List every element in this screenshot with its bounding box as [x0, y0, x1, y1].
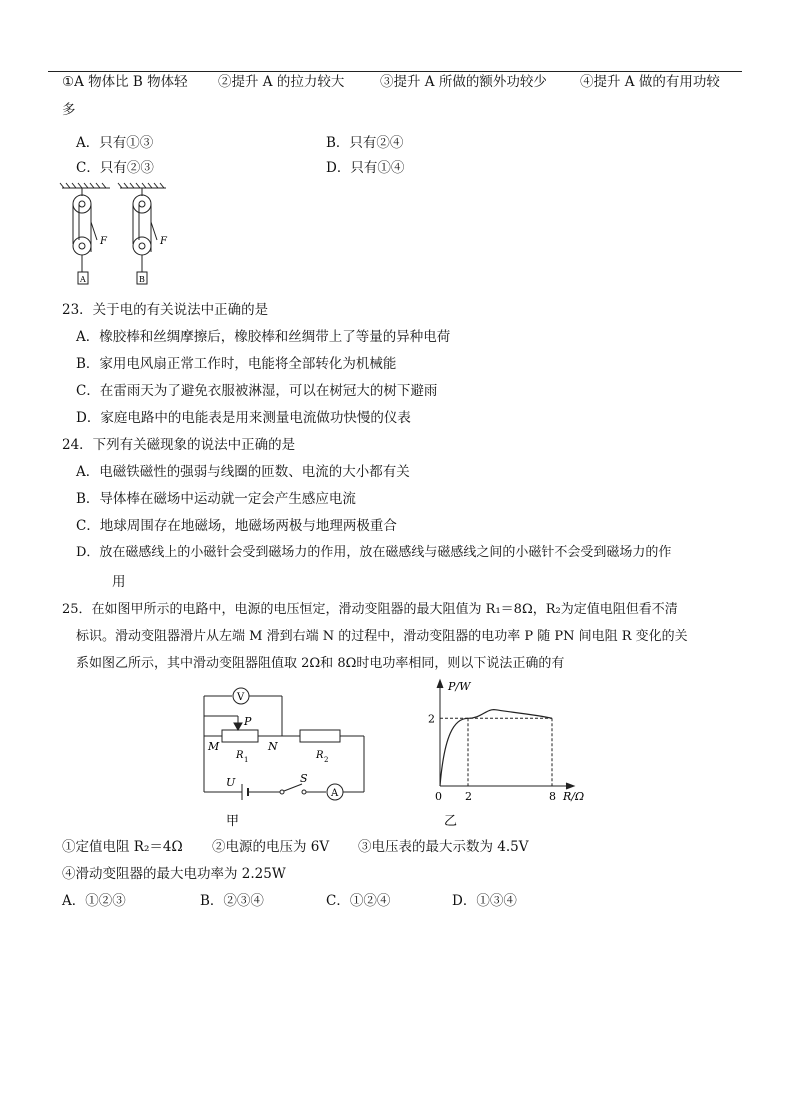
block-b-label: B — [139, 275, 145, 284]
force-label-1: F — [100, 236, 107, 247]
q24-option-c[interactable]: C．地球周围存在地磁场，地磁场两极与地理两极重合 — [76, 518, 397, 534]
pulley-figure — [58, 182, 188, 290]
q24-option-d-wrap: 用 — [112, 574, 126, 590]
q25-option-c[interactable]: C．①②④ — [326, 893, 391, 909]
force-label-2: F — [160, 236, 167, 247]
voltmeter-label: V — [237, 692, 245, 703]
x-tick-2: 2 — [465, 790, 472, 803]
terminal-m-label: M — [208, 740, 220, 753]
q22-statement-4: ④提升 A 做的有用功较 — [580, 74, 720, 90]
q22-statement-2: ②提升 A 的拉力较大 — [218, 74, 345, 90]
q25-option-b[interactable]: B．②③④ — [200, 893, 264, 909]
q22-statement-3: ③提升 A 所做的额外功较少 — [380, 74, 547, 90]
r2-label: R — [316, 750, 324, 761]
r2-subscript: 2 — [324, 756, 329, 764]
circuit-caption: 甲 — [226, 814, 240, 829]
q25-statement-3: ③电压表的最大示数为 4.5V — [358, 839, 529, 855]
q23-option-b[interactable]: B．家用电风扇正常工作时，电能将全部转化为机械能 — [76, 356, 397, 372]
q25-statement-2: ②电源的电压为 6V — [212, 839, 330, 855]
x-tick-8: 8 — [549, 790, 556, 803]
q25-statement-4: ④滑动变阻器的最大电功率为 2.25W — [62, 866, 286, 882]
y-axis-label: P/W — [448, 680, 471, 693]
header-rule — [48, 71, 742, 72]
q25-option-d[interactable]: D．①③④ — [452, 893, 517, 909]
q23-option-d[interactable]: D．家庭电路中的电能表是用来测量电流做功快慢的仪表 — [76, 410, 411, 426]
q24-stem: 24．下列有关磁现象的说法中正确的是 — [62, 437, 296, 453]
power-resistance-graph — [420, 674, 596, 830]
q25-option-a[interactable]: A．①②③ — [62, 893, 126, 909]
terminal-n-label: N — [268, 740, 278, 753]
q25-stem-line-3: 系如图乙所示，其中滑动变阻器阻值取 2Ω和 8Ω时电功率相同，则以下说法正确的有 — [76, 656, 565, 671]
q22-option-b[interactable]: B．只有②④ — [326, 135, 404, 151]
q22-option-c[interactable]: C．只有②③ — [76, 160, 154, 176]
q22-option-d[interactable]: D．只有①④ — [326, 160, 405, 176]
origin-label: 0 — [435, 790, 442, 803]
q24-option-b[interactable]: B．导体棒在磁场中运动就一定会产生感应电流 — [76, 491, 356, 507]
q25-statement-1: ①定值电阻 R₂＝4Ω — [62, 839, 183, 855]
slider-p-label: P — [244, 715, 252, 728]
x-axis-label: R/Ω — [563, 790, 585, 803]
circuit-diagram — [196, 682, 376, 830]
source-u-label: U — [226, 776, 236, 789]
q22-statement-1: ①A 物体比 B 物体轻 — [62, 74, 188, 90]
q23-stem: 23．关于电的有关说法中正确的是 — [62, 302, 269, 318]
q23-option-c[interactable]: C．在雷雨天为了避免衣服被淋湿，可以在树冠大的树下避雨 — [76, 383, 438, 399]
q24-option-d[interactable]: D．放在磁感线上的小磁针会受到磁场力的作用，放在磁感线与磁感线之间的小磁针不会受到磁场力的作 — [76, 545, 672, 560]
q25-stem-line-1: 25．在如图甲所示的电路中，电源的电压恒定，滑动变阻器的最大阻值为 R₁＝8Ω，R₂为定值电阻但看不清 — [62, 602, 678, 617]
graph-caption: 乙 — [444, 814, 458, 829]
q22-option-a[interactable]: A．只有①③ — [76, 135, 154, 151]
r1-subscript: 1 — [244, 756, 249, 764]
switch-s-label: S — [300, 772, 308, 785]
q23-option-a[interactable]: A．橡胶棒和丝绸摩擦后，橡胶棒和丝绸带上了等量的异种电荷 — [76, 329, 451, 345]
y-tick-2: 2 — [428, 712, 435, 726]
block-a-label: A — [80, 275, 86, 284]
q22-statement-wrap: 多 — [62, 102, 76, 118]
q24-option-a[interactable]: A．电磁铁磁性的强弱与线圈的匝数、电流的大小都有关 — [76, 464, 410, 480]
power-curve — [440, 710, 552, 786]
ammeter-label: A — [331, 788, 339, 799]
q25-stem-line-2: 标识。滑动变阻器滑片从左端 M 滑到右端 N 的过程中，滑动变阻器的电功率 P 随 PN 间电阻 R 变化的关 — [76, 629, 688, 644]
r1-label: R — [236, 750, 244, 761]
